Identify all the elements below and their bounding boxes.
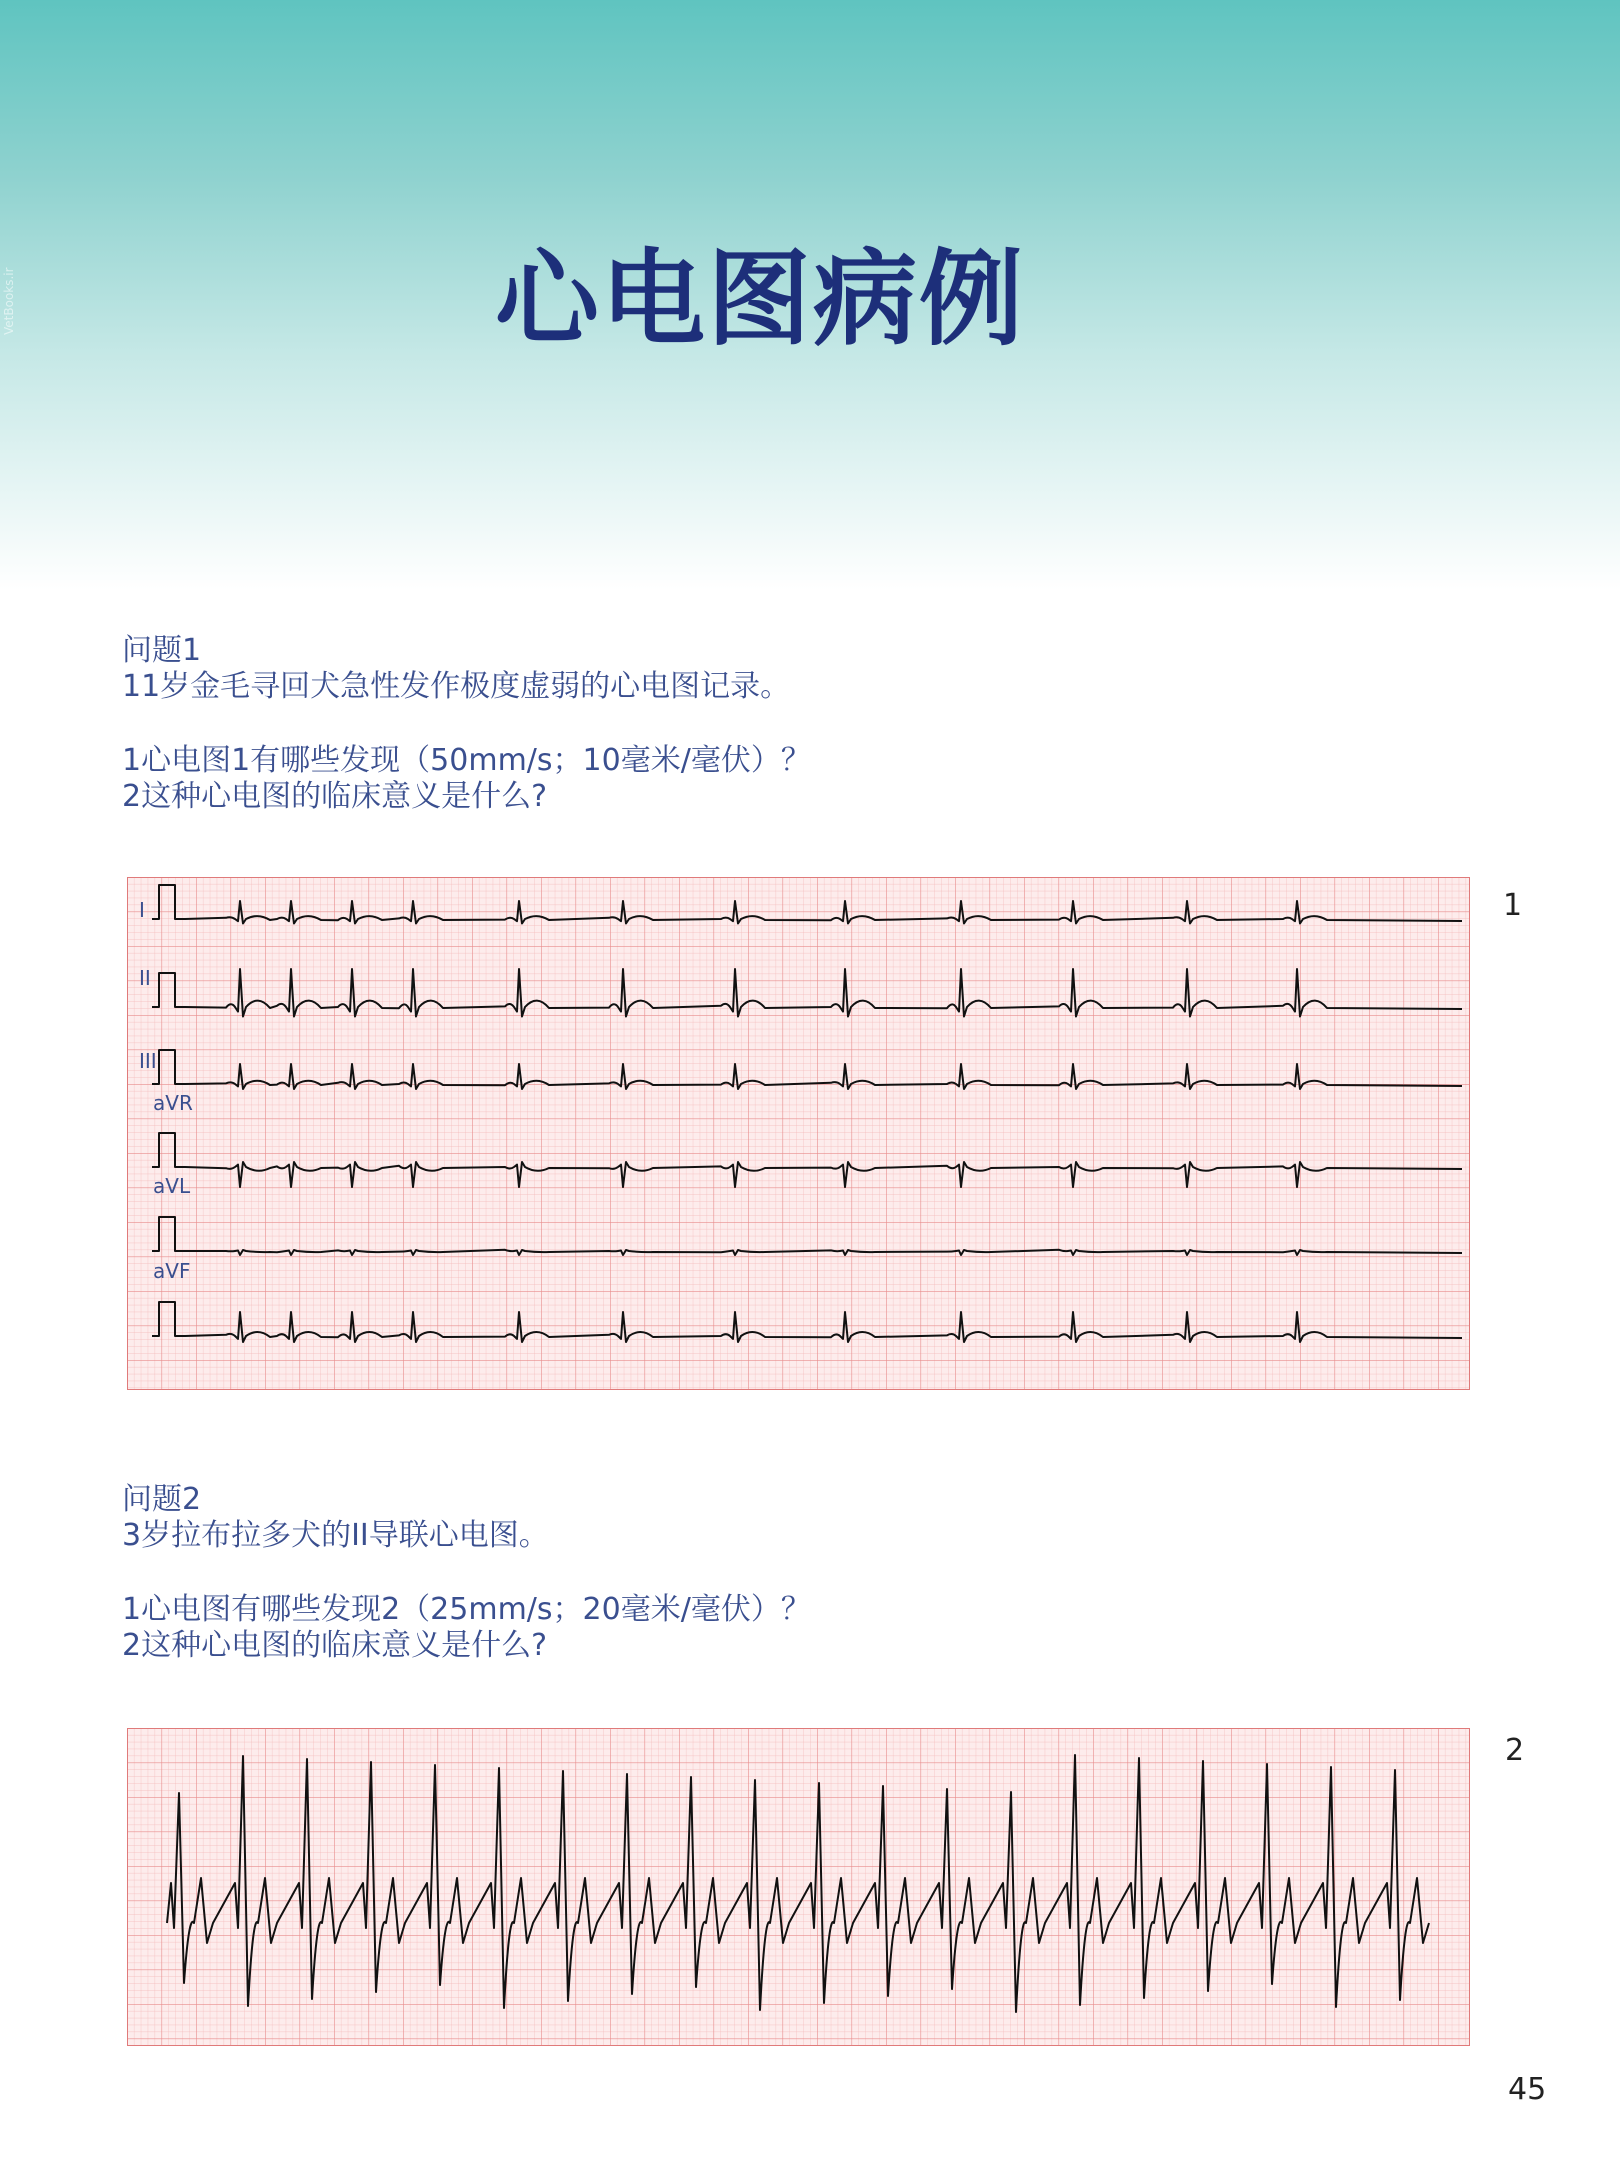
question-2-item-2: 2这种心电图的临床意义是什么? <box>122 1628 548 1663</box>
question-2-block <box>122 1482 1422 1664</box>
lead-label-avr: aVR <box>153 1091 193 1115</box>
question-1-item-1: 1心电图1有哪些发现（50mm/s；10毫米/毫伏）？ <box>122 743 811 778</box>
question-2-heading: 问题2 <box>122 1482 202 1517</box>
ecg-figure-1 <box>127 877 1470 1390</box>
figure-2-label: 2 <box>1505 1733 1525 1768</box>
question-2-description: 3岁拉布拉多犬的II导联心电图。 <box>122 1518 549 1553</box>
question-2-item-1: 1心电图有哪些发现2（25mm/s；20毫米/毫伏）？ <box>122 1592 811 1627</box>
question-1-block <box>122 633 1422 815</box>
lead-label-i: I <box>139 898 145 922</box>
question-1-item-2: 2这种心电图的临床意义是什么? <box>122 779 548 814</box>
ecg-figure-2 <box>127 1728 1470 2046</box>
lead-label-avf: aVF <box>153 1259 191 1283</box>
question-1-heading: 问题1 <box>122 633 202 668</box>
question-1-description: 11岁金毛寻回犬急性发作极度虚弱的心电图记录。 <box>122 669 791 704</box>
lead-label-iii: III <box>139 1049 157 1073</box>
page-number: 45 <box>1508 2072 1547 2107</box>
lead-label-ii: II <box>139 966 151 990</box>
page-title: 心电图病例 <box>494 238 1025 360</box>
watermark: VetBooks.ir <box>2 267 16 335</box>
lead-label-avl: aVL <box>153 1174 191 1198</box>
ecg-1-grid <box>127 877 1470 1390</box>
figure-1-label: 1 <box>1503 888 1523 923</box>
